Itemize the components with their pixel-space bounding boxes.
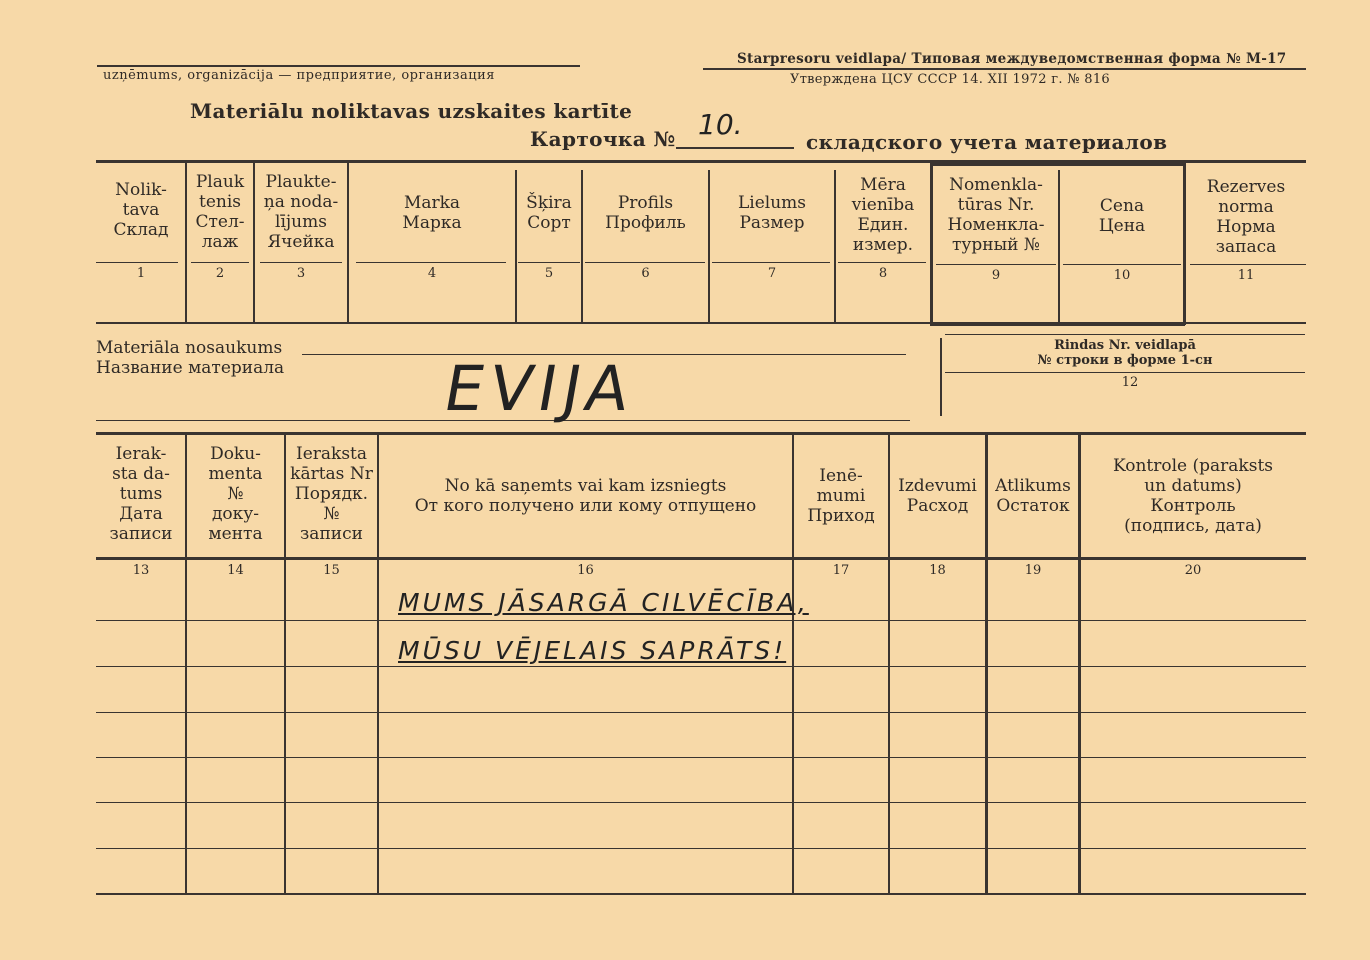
- entry-line-2: MŪSU VĒJELAIS SAPRĀTS!: [398, 636, 787, 665]
- entry-line-1: MUMS JĀSARGĀ CILVĒCĪBA,: [398, 588, 809, 617]
- col-num-16: 16: [577, 563, 594, 578]
- material-value: EVIJA: [438, 352, 641, 425]
- col-stellazh: Plauk tenis Стел- лаж: [195, 172, 245, 252]
- col-kontrol: Kontrole (paraksts un datums) Контроль (подпись, дата): [1112, 456, 1273, 536]
- col-yacheyka: Plaukte- ņa noda- lījums Ячейка: [263, 172, 339, 252]
- page-title-ru-b: складского учета материалов: [806, 130, 1168, 154]
- col-num-15: 15: [323, 563, 340, 578]
- material-label-lv: Materiāla nosaukums: [96, 338, 283, 358]
- col-dokumenta: Doku- menta № доку- мента: [208, 444, 263, 544]
- row-box-left: [940, 338, 942, 416]
- form-type: Starpresoru veidlapa/ Типовая междуведомственная форма № М-17: [737, 51, 1287, 67]
- material-label-ru: Название материала: [96, 358, 285, 378]
- col-num-4: 4: [427, 266, 437, 281]
- col-num-18: 18: [929, 563, 946, 578]
- col-num-14: 14: [227, 563, 244, 578]
- col-edin-izmer: Mēra vienība Един. измер.: [851, 175, 915, 255]
- col-num-19: 19: [1024, 563, 1042, 578]
- col-data-zapisi: Ierak- sta da- tums Дата записи: [109, 444, 173, 544]
- page-title-ru-a: Карточка №: [530, 127, 676, 151]
- col-sklad: Nolik- tava Склад: [113, 180, 169, 240]
- col-raskhod: Izdevumi Расход: [898, 476, 977, 516]
- col-num-6: 6: [641, 266, 650, 281]
- page-title-lv: Materiālu noliktavas uzskaites kartīte: [190, 99, 633, 123]
- col-ot-kogo: No kā saņemts vai kam izsniegts От кого получено или кому отпущено: [414, 476, 757, 516]
- org-line: [97, 65, 580, 67]
- col-num-7: 7: [767, 266, 777, 281]
- row-box-mid: [945, 372, 1305, 373]
- col-ostatok: Atlikums Остаток: [995, 476, 1071, 516]
- col-num-3: 3: [296, 266, 306, 281]
- col-sort: Šķira Сорт: [526, 193, 572, 233]
- col-num-9: 9: [991, 268, 1001, 283]
- col-num-2: 2: [215, 266, 225, 281]
- col-num-20: 20: [1184, 563, 1202, 578]
- col-num-13: 13: [132, 563, 150, 578]
- col-num-10: 10: [1113, 268, 1131, 283]
- col-num-5: 5: [544, 266, 554, 281]
- col-poryadk: Ieraksta kārtas Nr Порядк. № записи: [290, 444, 373, 544]
- col-rezerves: Rezerves norma Норма запаса: [1206, 177, 1286, 257]
- row-box-top: [945, 334, 1305, 335]
- col-profil: Profils Профиль: [605, 193, 686, 233]
- card-number-line: [676, 147, 794, 149]
- col-num-17: 17: [832, 563, 850, 578]
- col-marka: Marka Марка: [402, 193, 462, 233]
- card-number: 10.: [698, 108, 743, 141]
- col-num-12: 12: [1121, 375, 1139, 390]
- col-num-1: 1: [136, 266, 146, 281]
- col-razmer: Lielums Размер: [737, 193, 807, 233]
- row-label-lv: Rindas Nr. veidlapā: [1054, 338, 1196, 353]
- col-cena: Cena Цена: [1098, 196, 1146, 236]
- row-label-ru: № строки в форме 1-сн: [1037, 353, 1213, 368]
- col-prikhod: Ienē- mumi Приход: [807, 466, 875, 526]
- form-line: [703, 68, 1306, 70]
- col-nomenklatura: Nomenkla- tūras Nr. Номенкла- турный №: [947, 175, 1045, 255]
- org-label: uzņēmums, organizācija — предприятие, организация: [103, 68, 495, 83]
- form-approval: Утверждена ЦСУ СССР 14. XII 1972 г. № 816: [790, 72, 1110, 87]
- col-num-8: 8: [878, 266, 888, 281]
- col-num-11: 11: [1237, 268, 1255, 283]
